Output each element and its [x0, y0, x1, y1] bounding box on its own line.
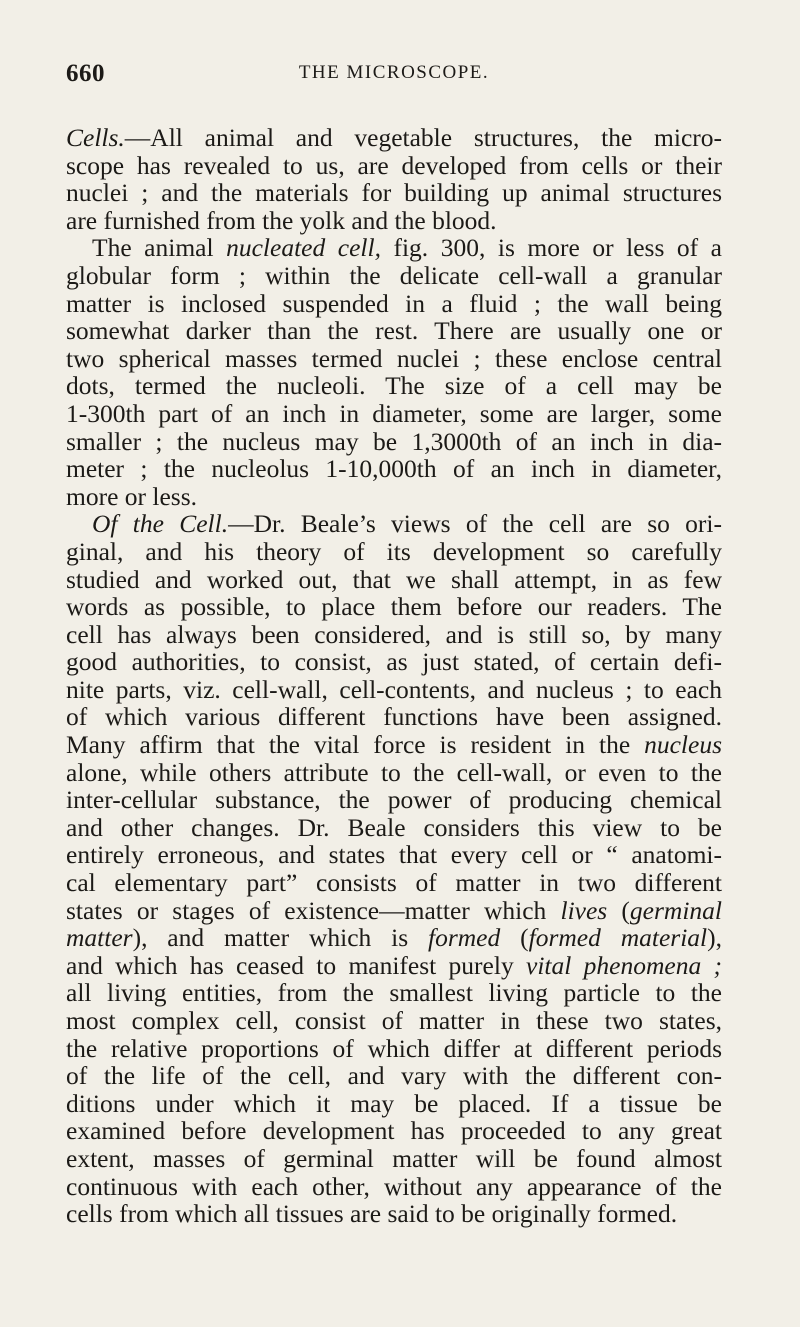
text-line — [66, 621, 722, 649]
text-run: extent, masses of germinal matter will be found almost — [66, 1143, 722, 1173]
text-run: two spherical masses termed nuclei ; these enclose central — [66, 343, 722, 373]
text-line — [66, 124, 722, 152]
text-run: good authorities, to consist, as just stated, of certain defi- — [66, 647, 722, 677]
text-line — [66, 234, 722, 262]
body-text — [66, 124, 722, 1228]
text-run: more or less. — [66, 481, 198, 511]
text-line — [66, 1117, 722, 1145]
italic-text: Of the Cell. — [92, 509, 229, 539]
text-line — [66, 372, 722, 400]
text-line — [66, 207, 722, 235]
page-number: 660 — [66, 60, 105, 87]
text-line — [66, 897, 722, 925]
text-run: meter ; the nucleolus 1-10,000th of an inch in diameter, — [66, 454, 722, 484]
text-line — [66, 786, 722, 814]
text-line — [66, 924, 722, 952]
text-run: states or stages of existence—matter which — [66, 895, 561, 925]
text-line — [66, 345, 722, 373]
text-line — [66, 869, 722, 897]
text-run: of which various different functions have been assigned. — [66, 702, 722, 732]
text-run: The animal — [92, 233, 227, 263]
text-line — [66, 1145, 722, 1173]
text-run: entirely erroneous, and states that every cell or “ anatomi- — [66, 840, 722, 870]
text-line — [66, 566, 722, 594]
text-run: alone, while others attribute to the cell-wall, or even to the — [66, 757, 722, 787]
text-run: most complex cell, consist of matter in these two states, — [66, 1006, 722, 1035]
text-run: cal elementary part” consists of matter in two different — [66, 868, 722, 898]
text-line — [66, 538, 722, 566]
text-run: nite parts, viz. cell-wall, cell-contents, and nucleus ; to each — [66, 674, 722, 704]
text-line — [66, 428, 722, 456]
text-line — [66, 483, 722, 511]
text-line — [66, 759, 722, 787]
text-line — [66, 814, 722, 842]
text-line — [66, 510, 722, 538]
text-run: dots, termed the nucleoli. The size of a cell may be — [66, 371, 722, 401]
text-run: ( — [500, 923, 529, 953]
text-run: studied and worked out, that we shall attempt, in as few — [66, 564, 722, 594]
text-run: scope has revealed to us, are developed from cells or their — [66, 150, 722, 180]
text-run: of the life of the cell, and vary with the different con- — [66, 1061, 722, 1091]
text-run: ( — [607, 895, 630, 925]
text-run: words as possible, to place them before our readers. The — [66, 592, 722, 622]
text-line — [66, 179, 722, 207]
text-run: cells from which all tissues are said to be originally formed. — [66, 1199, 678, 1229]
text-line — [66, 1200, 722, 1228]
text-line — [66, 1173, 722, 1201]
text-run: and other changes. Dr. Beale considers this view to be — [66, 812, 722, 842]
text-run: ditions under which it may be placed. If a tissue be — [66, 1088, 722, 1118]
text-run: inter-cellular substance, the power of producing chemical — [66, 785, 722, 815]
text-run: Many affirm that the vital force is resident in the — [66, 730, 645, 760]
text-line — [66, 290, 722, 318]
text-run: 1-300th part of an inch in diameter, some are larger, some — [66, 398, 722, 428]
text-run: —Dr. Beale’s views of the cell are so ori- — [228, 509, 722, 539]
text-line — [66, 1007, 722, 1035]
italic-text: formed material — [528, 923, 708, 953]
text-run: all living entities, from the smallest living particle to the — [66, 978, 722, 1008]
text-run: continuous with each other, without any appearance of the — [66, 1171, 722, 1201]
text-line — [66, 1062, 722, 1090]
page-header — [66, 60, 722, 100]
text-line — [66, 952, 722, 980]
text-line — [66, 648, 722, 676]
text-line — [66, 1035, 722, 1063]
text-line — [66, 703, 722, 731]
text-run: matter is inclosed suspended in a fluid ; the wall being — [66, 288, 722, 318]
text-line — [66, 593, 722, 621]
text-line — [66, 455, 722, 483]
text-line — [66, 676, 722, 704]
text-run: are furnished from the yolk and the blood. — [66, 205, 497, 235]
text-line — [66, 317, 722, 345]
text-run: and which has ceased to manifest purely — [66, 950, 527, 980]
text-line — [66, 1090, 722, 1118]
text-run: somewhat darker than the rest. There are usually one or — [66, 316, 722, 346]
text-run: ginal, and his theory of its development so carefully — [66, 536, 722, 566]
text-run: cell has always been considered, and is still so, by many — [66, 619, 722, 649]
text-line — [66, 152, 722, 180]
text-run: examined before development has proceeded to any great — [66, 1116, 722, 1146]
text-run: globular form ; within the delicate cell-wall a granular — [66, 260, 722, 290]
italic-text: lives — [560, 895, 608, 925]
italic-text: Cells. — [66, 123, 125, 152]
italic-text: nucleated cell, — [226, 233, 381, 263]
text-run: ), and matter which is — [132, 923, 428, 953]
text-run: the relative proportions of which differ at different periods — [66, 1033, 722, 1063]
text-run: fig. 300, is more or less of a — [380, 233, 722, 263]
text-run: smaller ; the nucleus may be 1,3000th of an inch in dia- — [66, 426, 722, 456]
text-line — [66, 841, 722, 869]
text-line — [66, 400, 722, 428]
italic-text: nucleus — [644, 730, 722, 760]
italic-text: vital phenomena ; — [526, 950, 722, 980]
italic-text: matter — [66, 923, 133, 953]
text-line — [66, 262, 722, 290]
text-run: —All animal and vegetable structures, the micro- — [124, 123, 722, 152]
text-run: nuclei ; and the materials for building up animal structures — [66, 178, 722, 208]
italic-text: formed — [428, 923, 501, 953]
text-line — [66, 731, 722, 759]
text-line — [66, 979, 722, 1007]
italic-text: germinal — [629, 895, 722, 925]
text-run: ), — [707, 923, 722, 953]
running-head: THE MICROSCOPE. — [298, 62, 490, 83]
